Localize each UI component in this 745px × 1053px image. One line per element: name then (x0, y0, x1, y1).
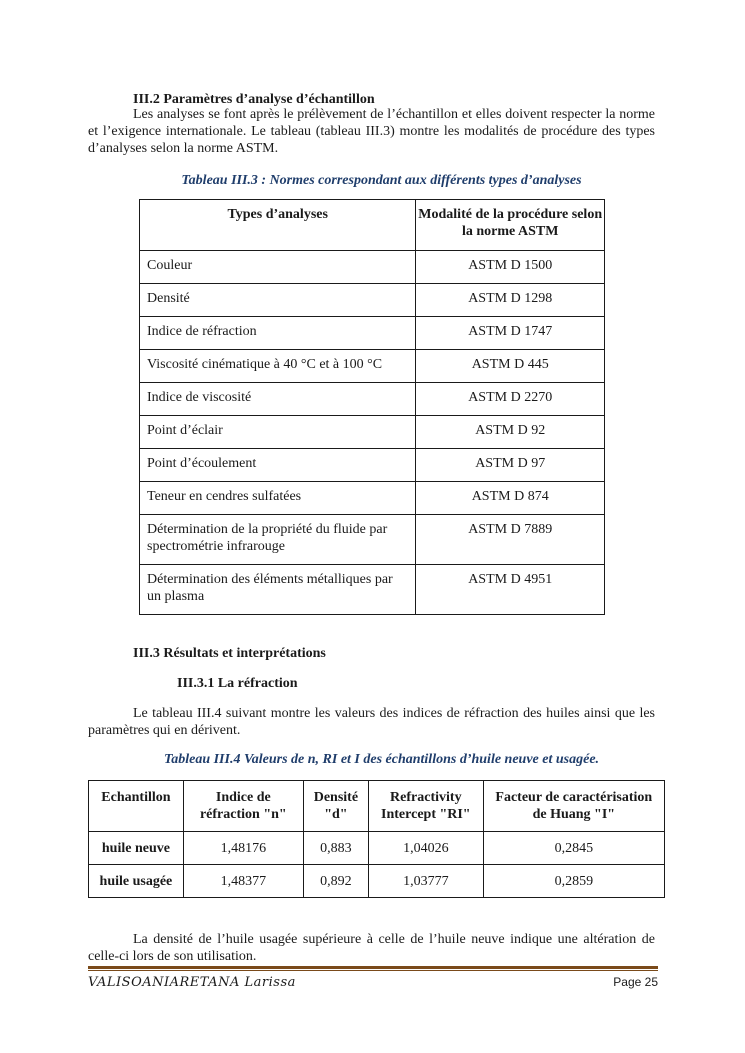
table-row (140, 482, 605, 515)
table-header: Indice de réfraction "n" (183, 781, 303, 832)
astm-norms-table (139, 199, 605, 615)
table-cell: ASTM D 445 (416, 350, 605, 383)
closing-paragraph-text: La densité de l’huile usagée supérieure à celle de l’huile neuve indique une altération de celle-ci lors de son utilisation. (88, 932, 655, 964)
section-heading-iii-2: III.2 Paramètres d’analyse d’échantillon (133, 92, 375, 107)
refraction-paragraph (88, 705, 655, 739)
table-cell: Détermination des éléments métalliques par un plasma (140, 565, 416, 615)
subsection-heading-iii-3-1: III.3.1 La réfraction (177, 676, 298, 691)
table-cell: Détermination de la propriété du fluide par spectrométrie infrarouge (140, 515, 416, 565)
footer-page-number: Page 25 (613, 975, 658, 989)
table-header: Facteur de caractérisation de Huang "I" (483, 781, 664, 832)
table-cell: ASTM D 874 (416, 482, 605, 515)
table-cell: 1,03777 (369, 865, 484, 898)
table-header: Types d’analyses (140, 200, 416, 251)
table-row (140, 284, 605, 317)
footer-author: VALISOANIARETANA Larissa (88, 975, 296, 990)
table-cell: 0,892 (303, 865, 368, 898)
table-header: Refractivity Intercept "RI" (369, 781, 484, 832)
table-cell: ASTM D 1500 (416, 251, 605, 284)
table-cell: Point d’éclair (140, 416, 416, 449)
table-cell: 1,48377 (183, 865, 303, 898)
table-cell: huile neuve (89, 832, 184, 865)
table-row (140, 565, 605, 615)
table-caption-iii-4: Tableau III.4 Valeurs de n, RI et I des échantillons d’huile neuve et usagée. (163, 752, 600, 767)
table-header: Echantillon (89, 781, 184, 832)
table-row (140, 317, 605, 350)
table-caption-iii-3: Tableau III.3 : Normes correspondant aux différents types d’analyses (181, 173, 582, 188)
table-cell: Indice de viscosité (140, 383, 416, 416)
table-cell: Couleur (140, 251, 416, 284)
intro-paragraph (88, 106, 655, 157)
table-cell: Point d’écoulement (140, 449, 416, 482)
table-cell: huile usagée (89, 865, 184, 898)
footer-divider (88, 966, 658, 969)
table-cell: ASTM D 92 (416, 416, 605, 449)
table-row (140, 350, 605, 383)
table-row (140, 251, 605, 284)
table-header: Densité "d" (303, 781, 368, 832)
table-cell: Viscosité cinématique à 40 °C et à 100 °C (140, 350, 416, 383)
table-header: Modalité de la procédure selon la norme ASTM (416, 200, 605, 251)
table-cell: Indice de réfraction (140, 317, 416, 350)
table-row (89, 865, 665, 898)
intro-paragraph-text: Les analyses se font après le prélèvement de l’échantillon et elles doivent respecter la norme et l’exigence internationale. Le tableau (tableau III.3) montre les modalités de procédure des types d’analyses selon la norme ASTM. (88, 107, 655, 156)
refraction-paragraph-text: Le tableau III.4 suivant montre les valeurs des indices de réfraction des huiles ainsi que les paramètres qui en dérivent. (88, 706, 655, 738)
table-cell: ASTM D 97 (416, 449, 605, 482)
table-cell: ASTM D 1747 (416, 317, 605, 350)
refraction-results-table (88, 780, 665, 898)
table-cell: ASTM D 4951 (416, 565, 605, 615)
table-cell: 0,2859 (483, 865, 664, 898)
section-heading-iii-3: III.3 Résultats et interprétations (133, 646, 326, 661)
table-row (140, 515, 605, 565)
table-row (140, 416, 605, 449)
table-cell: 0,2845 (483, 832, 664, 865)
table-cell: 1,04026 (369, 832, 484, 865)
table-cell: ASTM D 1298 (416, 284, 605, 317)
table-cell: Densité (140, 284, 416, 317)
table-row (140, 449, 605, 482)
table-row (89, 832, 665, 865)
closing-paragraph (88, 931, 655, 965)
table-cell: 1,48176 (183, 832, 303, 865)
table-cell: ASTM D 7889 (416, 515, 605, 565)
table-cell: Teneur en cendres sulfatées (140, 482, 416, 515)
table-cell: 0,883 (303, 832, 368, 865)
table-row (140, 383, 605, 416)
table-cell: ASTM D 2270 (416, 383, 605, 416)
footer-divider-thin (88, 970, 658, 971)
